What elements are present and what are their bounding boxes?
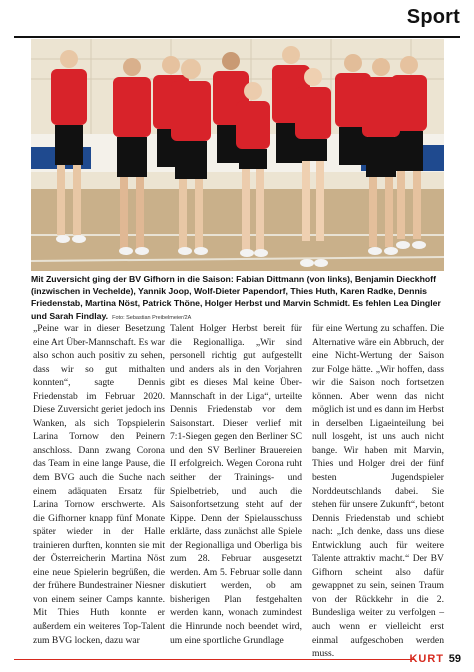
page-header: [0, 0, 474, 38]
team-photo: [31, 39, 444, 271]
magazine-brand: KURT: [409, 653, 444, 665]
footer-rule: [14, 659, 414, 660]
header-rule: [14, 36, 460, 38]
article-text: „Peine war in dieser Besetzung eine Art Über-Mannschaft. Es war also schon auch positiv zu sehen, dass wir so gut mithalten konnten“, sagte Dennis Friedenstab im Februar 2020. Diese Zuversicht geriet jedoch ins Wanken, als sich Topspielerin Larina Tornow den Peinern anschloss. Dann zwang Corona das Team in eine lange Pause, die dem BVG auch die Suche nach einem adäquaten Ersatz für Larina Tornow erschwerte. Als die Gifhorner knapp fünf Monate später wieder in der Halle trainieren durften, konnten sie mit der Österreicherin Martina Nöst eine neue Spielerin begrüßen, die der frühere Bundestrainer Niesner von einem seiner Camps kannte. Mit Thies Huth konnte er außerdem ein weiteres Top-Talent zum BVG locken, dazu war: [33, 323, 165, 646]
photo-caption: [31, 273, 451, 324]
page-number: 59: [448, 653, 461, 665]
photo-credit: Foto: Sebastian Preibelmeier/2A: [112, 314, 192, 321]
page-footer: [0, 652, 474, 672]
article-text: Talent Holger Herbst bereit für die Regionalliga. „Wir sind personell richtig gut aufgestellt und anders als in den Vorjahren gibt es dieses Mal keine Über-Mannschaft in der Liga“, urteilte Dennis Friedenstab vor dem Saisonstart. Dieser verlief mit 7:1-Siegen gegen den Berliner SC und den SV Berliner Brauereien II erfolgreich. Wegen Corona ruht seither der Trainings- und Spielbetrieb, und auch die Saisonfortsetzung steht auf der Kippe. Denn der Spielausschuss erklärte, dass zunächst alle Spiele der Regionalliga und Oberliga bis zum 28. Februar ausgesetzt werden. Am 5. Februar solle dann diskutiert werden, ob am bisherigen Plan festgehalten werden kann, wonach zumindest die Hinrunde noch beendet wird, um eine sportliche Grundlage: [170, 323, 302, 646]
caption-text: Mit Zuversicht ging der BV Gifhorn in die Saison: Fabian Dittmann (von links), Benjamin Dieckhoff (inzwischen in Vechelde), Yannik Joop, Wolf-Dieter Papendorf, Thies Huth, Karen Radke, Dennis Friedenstab, Martina Nöst, Patrick Thöne, Holger Herbst und Marvin Schmidt. Es fehlen Lea Dingler und Sarah Findlay.: [31, 274, 441, 321]
article-column-2: [170, 322, 302, 647]
article-column-1: [33, 322, 165, 647]
article-text: für eine Wertung zu schaffen. Die Alternative wäre ein Abbruch, der eine Nicht-Wertung der Saison zur Folge hätte. „Wir hoffen, dass wir die Saison noch fortsetzen können. Aber wenn das nicht möglich ist und es dann im Herbst in derselben Ligaeinteilung bei null losgeht, ist uns auch nicht bange. Wir haben mit Marvin, Thies und Holger drei der fünf besten Jugendspieler Norddeutschlands dabei. Sie stehen für unsere Zukunft“, betont Dennis Friedenstab und schiebt nach: „Ich denke, dass uns diese Entwicklung auch für weitere Talente attraktiv macht.“ Der BV Gifhorn scheint also dafür gewappnet zu sein, seinen Traum von der Rückkehr in die 2. Bundesliga weiter zu verfolgen – auch wenn er vielleicht erst einmal aufgeschoben werden muss.: [312, 323, 444, 660]
article-column-3: [312, 322, 444, 661]
section-title: Sport: [406, 6, 460, 28]
